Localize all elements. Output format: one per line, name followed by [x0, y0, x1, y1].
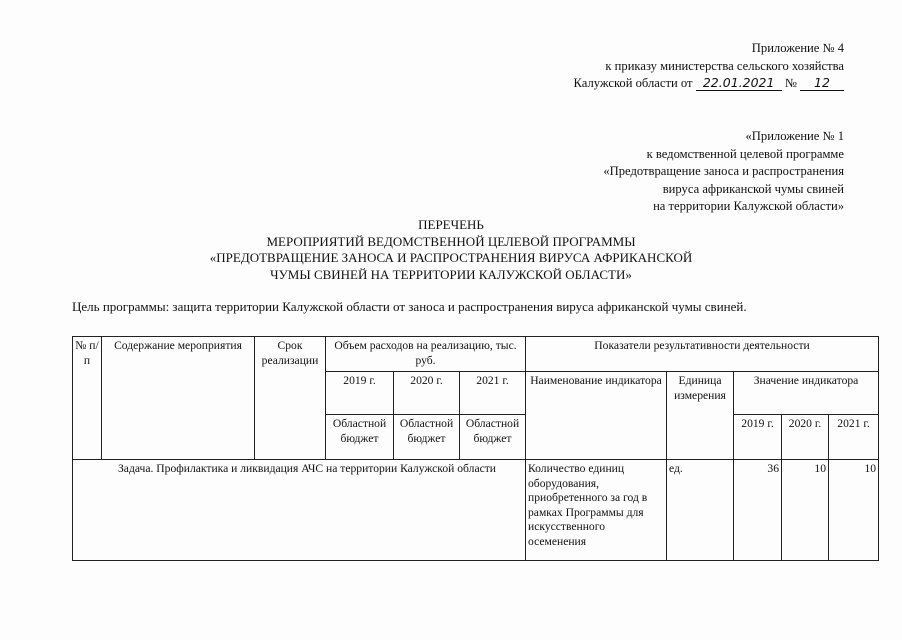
- title-line: «ПРЕДОТВРАЩЕНИЕ ЗАНОСА И РАСПРОСТРАНЕНИЯ ВИРУСА АФРИКАНСКОЙ: [209, 250, 693, 265]
- indicator-cell: Количество единиц оборудования, приобретенного за год в рамках Программы для искусственного осеменения: [526, 460, 667, 561]
- order-date: 22.01.2021: [696, 76, 782, 91]
- table-row: [73, 460, 879, 561]
- header-expenses: Объем расходов на реализацию, тыс. руб.: [326, 337, 526, 372]
- appendix4-line3-prefix: Калужской области от: [573, 76, 693, 90]
- appendix4-line3: [574, 75, 844, 93]
- header-content: Содержание мероприятия: [102, 337, 255, 460]
- program-goal: Цель программы: защита территории Калужской области от заноса и распространения вируса африканской чумы свиней.: [72, 299, 747, 314]
- activities-table: [72, 336, 879, 561]
- header-indicator-value: Значение индикатора: [734, 372, 879, 415]
- appendix4-line1: Приложение № 4: [751, 41, 844, 55]
- order-number: 12: [800, 76, 844, 91]
- appendix1-line: «Предотвращение заноса и распространения: [603, 164, 844, 178]
- appendix1-line: к ведомственной целевой программе: [646, 146, 844, 161]
- appendix1-line: вируса африканской чумы свиней: [662, 181, 844, 196]
- unit-cell: ед.: [667, 460, 734, 561]
- header-budget-2021: Областной бюджет: [460, 415, 526, 460]
- header-num: № п/п: [73, 337, 102, 460]
- header-year-2021: 2021 г.: [460, 372, 526, 415]
- order-number-label: №: [784, 76, 797, 90]
- header-value-2019: 2019 г.: [734, 415, 782, 460]
- header-year-2020: 2020 г.: [394, 372, 460, 415]
- title-line: ПЕРЕЧЕНЬ: [418, 217, 484, 232]
- title-line: МЕРОПРИЯТИЙ ВЕДОМСТВЕННОЙ ЦЕЛЕВОЙ ПРОГРАММЫ: [266, 233, 636, 249]
- appendix1-block: [603, 128, 844, 216]
- appendix1-line: на территории Калужской области»: [653, 199, 844, 213]
- task-text: Задача. Профилактика и ликвидация АЧС на территории Калужской области: [117, 462, 497, 475]
- appendix1-line: «Приложение № 1: [745, 129, 844, 143]
- task-cell: [73, 460, 526, 561]
- title-line: ЧУМЫ СВИНЕЙ НА ТЕРРИТОРИИ КАЛУЖСКОЙ ОБЛАСТИ»: [270, 266, 632, 282]
- value-2021-cell: 10: [829, 460, 879, 561]
- value-2019-cell: 36: [734, 460, 782, 561]
- header-value-2021: 2021 г.: [829, 415, 879, 460]
- header-year-2019: 2019 г.: [326, 372, 394, 415]
- appendix4-block: [574, 40, 844, 93]
- header-value-2020: 2020 г.: [782, 415, 829, 460]
- header-indicators: Показатели результативности деятельности: [526, 337, 879, 372]
- header-term: Срок реализации: [255, 337, 326, 460]
- value-2020-cell: 10: [782, 460, 829, 561]
- appendix4-line2: к приказу министерства сельского хозяйства: [605, 58, 844, 73]
- header-unit: Единица измерения: [667, 372, 734, 460]
- document-title: [0, 217, 902, 283]
- header-indicator-name: Наименование индикатора: [526, 372, 667, 460]
- header-budget-2019: Областной бюджет: [326, 415, 394, 460]
- header-budget-2020: Областной бюджет: [394, 415, 460, 460]
